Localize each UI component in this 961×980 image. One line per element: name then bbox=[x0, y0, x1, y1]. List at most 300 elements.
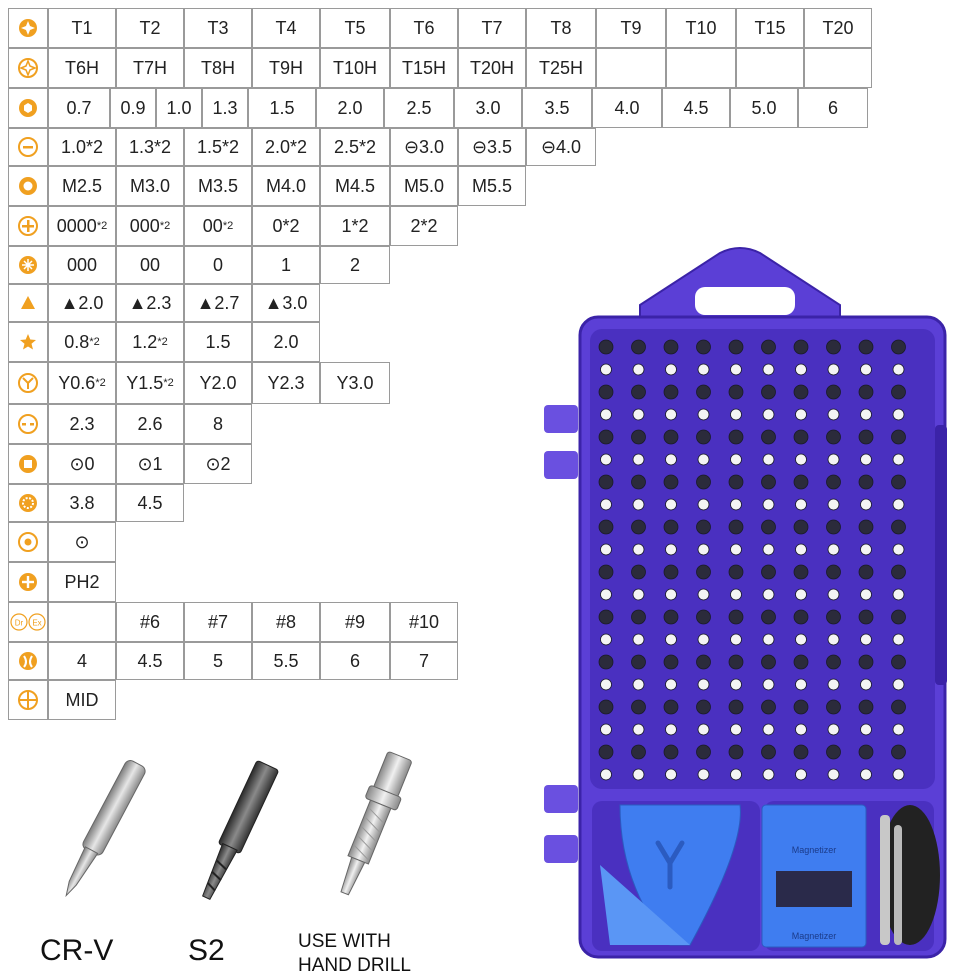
bit bbox=[632, 745, 646, 759]
bit bbox=[762, 700, 776, 714]
table-cell: Y2.3 bbox=[252, 362, 320, 404]
bit bbox=[599, 565, 613, 579]
bit bbox=[796, 499, 807, 510]
triangle-icon bbox=[8, 284, 48, 322]
bit bbox=[664, 745, 678, 759]
bit bbox=[632, 700, 646, 714]
bit bbox=[861, 544, 872, 555]
bit bbox=[892, 340, 906, 354]
table-cell: 2.5*2 bbox=[320, 128, 390, 166]
bit bbox=[827, 475, 841, 489]
bit bbox=[664, 430, 678, 444]
mid-icon bbox=[8, 680, 48, 720]
bit bbox=[893, 454, 904, 465]
bit bbox=[698, 454, 709, 465]
bit bbox=[794, 340, 808, 354]
table-cell: 0000 *2 bbox=[48, 206, 116, 246]
bit bbox=[861, 409, 872, 420]
table-cell: M2.5 bbox=[48, 166, 116, 206]
table-cell bbox=[596, 48, 666, 88]
table-cell: 1 bbox=[252, 246, 320, 284]
table-cell: ⊖3.0 bbox=[390, 128, 458, 166]
bit bbox=[893, 364, 904, 375]
bit bbox=[601, 769, 612, 780]
bit bbox=[729, 700, 743, 714]
table-cell: 1.3*2 bbox=[116, 128, 184, 166]
bit bbox=[762, 565, 776, 579]
table-cell: 0.7 bbox=[48, 88, 110, 128]
bit bbox=[664, 700, 678, 714]
bit bbox=[796, 409, 807, 420]
bit bbox=[892, 430, 906, 444]
bit bbox=[763, 769, 774, 780]
bit bbox=[599, 340, 613, 354]
bit bbox=[763, 634, 774, 645]
bit bbox=[632, 610, 646, 624]
table-cell: 2.5 bbox=[384, 88, 454, 128]
bit bbox=[729, 745, 743, 759]
bit bbox=[729, 430, 743, 444]
bit bbox=[828, 679, 839, 690]
table-cell: ⊙0 bbox=[48, 444, 116, 484]
table-cell: T2 bbox=[116, 8, 184, 48]
bit bbox=[731, 544, 742, 555]
table-cell: T25H bbox=[526, 48, 596, 88]
bit bbox=[664, 565, 678, 579]
table-cell: T10H bbox=[320, 48, 390, 88]
bit bbox=[601, 454, 612, 465]
bit bbox=[666, 724, 677, 735]
bit bbox=[599, 610, 613, 624]
bit bbox=[697, 610, 711, 624]
bit bbox=[859, 565, 873, 579]
magnetizer-text-2: Magnetizer bbox=[791, 931, 837, 941]
table-cell bbox=[736, 48, 804, 88]
bit bbox=[763, 724, 774, 735]
torx-hole-icon bbox=[8, 48, 48, 88]
table-cell: M3.0 bbox=[116, 166, 184, 206]
bit bbox=[794, 565, 808, 579]
table-cell: 000 *2 bbox=[116, 206, 184, 246]
bit bbox=[633, 589, 644, 600]
bit bbox=[762, 655, 776, 669]
table-cell: 00 *2 bbox=[184, 206, 252, 246]
bit bbox=[796, 724, 807, 735]
s2-label: S2 bbox=[188, 934, 225, 967]
bit bbox=[828, 364, 839, 375]
bit bbox=[794, 700, 808, 714]
bit bbox=[763, 409, 774, 420]
bit bbox=[893, 679, 904, 690]
table-cell: T6H bbox=[48, 48, 116, 88]
table-cell: 1.5 bbox=[248, 88, 316, 128]
table-cell: 1.0*2 bbox=[48, 128, 116, 166]
bit bbox=[892, 520, 906, 534]
bit bbox=[763, 499, 774, 510]
table-cell: 4 bbox=[48, 642, 116, 680]
bit bbox=[633, 544, 644, 555]
table-cell: 0.8 *2 bbox=[48, 322, 116, 362]
table-cell: #10 bbox=[390, 602, 458, 642]
table-cell: T7H bbox=[116, 48, 184, 88]
bit bbox=[827, 430, 841, 444]
bit bbox=[859, 700, 873, 714]
bit bbox=[601, 364, 612, 375]
bit bbox=[859, 340, 873, 354]
bit bbox=[892, 610, 906, 624]
svg-text:Ex: Ex bbox=[32, 618, 42, 628]
table-cell: #7 bbox=[184, 602, 252, 642]
table-cell: 2.0 bbox=[252, 322, 320, 362]
bit bbox=[698, 634, 709, 645]
table-cell: T6 bbox=[390, 8, 458, 48]
table-cell: M3.5 bbox=[184, 166, 252, 206]
bit bbox=[729, 655, 743, 669]
bit bbox=[859, 430, 873, 444]
phillips-icon bbox=[8, 206, 48, 246]
bit bbox=[729, 475, 743, 489]
table-cell: M4.0 bbox=[252, 166, 320, 206]
table-cell: ⊙ bbox=[48, 522, 116, 562]
table-cell: 2.3 bbox=[48, 404, 116, 444]
bit bbox=[632, 430, 646, 444]
bit bbox=[794, 610, 808, 624]
gear-icon bbox=[8, 484, 48, 522]
table-cell: M4.5 bbox=[320, 166, 390, 206]
bit bbox=[632, 520, 646, 534]
table-cell: 2.6 bbox=[116, 404, 184, 444]
magnetizer-text: Magnetizer bbox=[791, 845, 837, 855]
table-cell: T3 bbox=[184, 8, 252, 48]
bit bbox=[794, 745, 808, 759]
bit bbox=[794, 475, 808, 489]
pozi-icon bbox=[8, 246, 48, 284]
square-icon bbox=[8, 444, 48, 484]
bit bbox=[762, 475, 776, 489]
table-cell: PH2 bbox=[48, 562, 116, 602]
bit bbox=[664, 520, 678, 534]
bit bbox=[763, 589, 774, 600]
svg-text:Dr: Dr bbox=[14, 618, 24, 628]
table-cell: ▲2.0 bbox=[48, 284, 116, 322]
bit bbox=[892, 655, 906, 669]
table-cell: 00 bbox=[116, 246, 184, 284]
bit bbox=[828, 634, 839, 645]
table-cell: 2.0 bbox=[316, 88, 384, 128]
table-cell: ⊖3.5 bbox=[458, 128, 526, 166]
bit bbox=[632, 565, 646, 579]
bit bbox=[698, 544, 709, 555]
bit bbox=[828, 589, 839, 600]
bit bbox=[893, 409, 904, 420]
bit bbox=[762, 430, 776, 444]
table-cell: Y1.5 *2 bbox=[116, 362, 184, 404]
bit bbox=[666, 544, 677, 555]
bit bbox=[859, 745, 873, 759]
bit bbox=[698, 589, 709, 600]
bit bbox=[861, 724, 872, 735]
bit bbox=[861, 589, 872, 600]
bit bbox=[599, 475, 613, 489]
bit bbox=[796, 364, 807, 375]
bit bbox=[893, 589, 904, 600]
bit bbox=[828, 769, 839, 780]
table-cell: T8 bbox=[526, 8, 596, 48]
bit bbox=[698, 679, 709, 690]
bit bbox=[731, 769, 742, 780]
bit bbox=[893, 724, 904, 735]
bit bbox=[859, 475, 873, 489]
bit bbox=[599, 430, 613, 444]
bit bbox=[893, 544, 904, 555]
bit bbox=[827, 700, 841, 714]
bit bbox=[697, 655, 711, 669]
bit bbox=[698, 724, 709, 735]
bit bbox=[599, 655, 613, 669]
bit bbox=[698, 499, 709, 510]
table-cell: 4.5 bbox=[662, 88, 730, 128]
bit bbox=[632, 655, 646, 669]
hex-icon bbox=[8, 88, 48, 128]
bit bbox=[828, 499, 839, 510]
bit bbox=[794, 385, 808, 399]
table-cell: 2*2 bbox=[390, 206, 458, 246]
star-icon bbox=[8, 322, 48, 362]
table-cell: 3.5 bbox=[522, 88, 592, 128]
bit bbox=[892, 565, 906, 579]
table-cell: 8 bbox=[184, 404, 252, 444]
bit bbox=[729, 385, 743, 399]
bit bbox=[731, 589, 742, 600]
bit bbox=[664, 610, 678, 624]
table-cell: MID bbox=[48, 680, 116, 720]
bit bbox=[827, 565, 841, 579]
bit bbox=[861, 499, 872, 510]
table-cell: 0 bbox=[184, 246, 252, 284]
bit bbox=[796, 544, 807, 555]
bit bbox=[697, 745, 711, 759]
bit bbox=[664, 655, 678, 669]
table-cell: T20H bbox=[458, 48, 526, 88]
bit bbox=[861, 364, 872, 375]
bit bbox=[666, 769, 677, 780]
bit bbox=[827, 340, 841, 354]
bit bbox=[892, 745, 906, 759]
table-cell: Y0.6 *2 bbox=[48, 362, 116, 404]
table-cell: 1.5 bbox=[184, 322, 252, 362]
bit bbox=[731, 499, 742, 510]
bit bbox=[729, 565, 743, 579]
bit bbox=[762, 745, 776, 759]
bit bbox=[861, 454, 872, 465]
bit bbox=[697, 385, 711, 399]
bit bbox=[892, 700, 906, 714]
spanner-icon bbox=[8, 404, 48, 444]
bit bbox=[664, 385, 678, 399]
bit bbox=[666, 679, 677, 690]
bit bbox=[601, 499, 612, 510]
bit bbox=[828, 724, 839, 735]
bit bbox=[796, 634, 807, 645]
table-cell: 2.0*2 bbox=[252, 128, 320, 166]
table-cell: 0*2 bbox=[252, 206, 320, 246]
bit bbox=[763, 679, 774, 690]
table-cell: 4.5 bbox=[116, 642, 184, 680]
bit bbox=[633, 679, 644, 690]
drill-ext-icon bbox=[8, 602, 48, 642]
bit bbox=[698, 409, 709, 420]
bit bbox=[666, 454, 677, 465]
bit bbox=[601, 544, 612, 555]
table-cell: T15 bbox=[736, 8, 804, 48]
table-cell: 4.0 bbox=[592, 88, 662, 128]
table-cell: 0.9 bbox=[110, 88, 156, 128]
table-cell: Y3.0 bbox=[320, 362, 390, 404]
bit bbox=[796, 679, 807, 690]
bit bbox=[762, 385, 776, 399]
table-cell: T5 bbox=[320, 8, 390, 48]
table-cell: ▲2.3 bbox=[116, 284, 184, 322]
bit bbox=[861, 679, 872, 690]
table-cell bbox=[48, 602, 116, 642]
bit bbox=[828, 409, 839, 420]
bit bbox=[698, 364, 709, 375]
bit bbox=[697, 430, 711, 444]
table-cell: Y2.0 bbox=[184, 362, 252, 404]
table-cell: 1.5*2 bbox=[184, 128, 252, 166]
drill-label: USE WITH HAND DRILL bbox=[298, 931, 411, 976]
crv-label: CR-V bbox=[40, 934, 114, 967]
bit-case bbox=[540, 245, 950, 965]
dot-icon bbox=[8, 522, 48, 562]
table-cell: 1*2 bbox=[320, 206, 390, 246]
bit bbox=[664, 340, 678, 354]
bit bbox=[828, 454, 839, 465]
bit bbox=[633, 409, 644, 420]
table-cell: 1.0 bbox=[156, 88, 202, 128]
extractor-icon bbox=[8, 642, 48, 680]
table-cell: ⊙1 bbox=[116, 444, 184, 484]
bit bbox=[763, 454, 774, 465]
bit bbox=[762, 340, 776, 354]
bit bbox=[599, 520, 613, 534]
bit bbox=[763, 544, 774, 555]
bit bbox=[666, 634, 677, 645]
bit bbox=[828, 544, 839, 555]
bit bbox=[731, 679, 742, 690]
table-cell: T1 bbox=[48, 8, 116, 48]
bit bbox=[729, 610, 743, 624]
table-cell: T15H bbox=[390, 48, 458, 88]
tri-wing-icon bbox=[8, 362, 48, 404]
bit bbox=[859, 385, 873, 399]
bit bbox=[633, 364, 644, 375]
bit bbox=[601, 724, 612, 735]
bit bbox=[666, 589, 677, 600]
bit bbox=[892, 475, 906, 489]
bit bbox=[861, 769, 872, 780]
bit bbox=[633, 499, 644, 510]
bit bbox=[731, 724, 742, 735]
bit bbox=[827, 655, 841, 669]
bit bbox=[763, 364, 774, 375]
bit bbox=[633, 724, 644, 735]
table-cell: #6 bbox=[116, 602, 184, 642]
bit bbox=[893, 634, 904, 645]
bit bbox=[794, 520, 808, 534]
bit bbox=[666, 499, 677, 510]
bit bbox=[892, 385, 906, 399]
table-cell: 4.5 bbox=[116, 484, 184, 522]
bit bbox=[859, 610, 873, 624]
bit bbox=[601, 634, 612, 645]
bit bbox=[666, 364, 677, 375]
table-cell: 000 bbox=[48, 246, 116, 284]
table-cell: 6 bbox=[320, 642, 390, 680]
table-cell: 3.0 bbox=[454, 88, 522, 128]
s2-bit-icon bbox=[175, 756, 295, 916]
table-cell: M5.0 bbox=[390, 166, 458, 206]
table-cell: ⊖4.0 bbox=[526, 128, 596, 166]
bit bbox=[632, 475, 646, 489]
table-cell: T9H bbox=[252, 48, 320, 88]
bit bbox=[731, 634, 742, 645]
table-cell bbox=[666, 48, 736, 88]
bit bbox=[861, 634, 872, 645]
bit bbox=[599, 385, 613, 399]
bit bbox=[633, 634, 644, 645]
bit bbox=[893, 499, 904, 510]
bit bbox=[729, 520, 743, 534]
torx-icon bbox=[8, 8, 48, 48]
bit bbox=[859, 520, 873, 534]
table-cell: 2 bbox=[320, 246, 390, 284]
bit bbox=[601, 409, 612, 420]
drill-adapter-icon bbox=[310, 748, 430, 908]
bit bbox=[632, 340, 646, 354]
bit bbox=[827, 385, 841, 399]
bit bbox=[859, 655, 873, 669]
bit bbox=[697, 700, 711, 714]
bit bbox=[698, 769, 709, 780]
bit bbox=[697, 475, 711, 489]
table-cell: #9 bbox=[320, 602, 390, 642]
bit bbox=[601, 589, 612, 600]
table-cell: ▲3.0 bbox=[252, 284, 320, 322]
table-cell: 1.3 bbox=[202, 88, 248, 128]
bit bbox=[697, 340, 711, 354]
bit bbox=[633, 769, 644, 780]
table-cell: 6 bbox=[798, 88, 868, 128]
bit bbox=[731, 454, 742, 465]
ph-icon bbox=[8, 562, 48, 602]
bit bbox=[827, 520, 841, 534]
socket-icon bbox=[8, 166, 48, 206]
bit bbox=[731, 364, 742, 375]
table-cell: 7 bbox=[390, 642, 458, 680]
bit bbox=[664, 475, 678, 489]
table-cell: ⊙2 bbox=[184, 444, 252, 484]
bit bbox=[827, 610, 841, 624]
bit bbox=[794, 430, 808, 444]
bit bbox=[796, 454, 807, 465]
bit bbox=[794, 655, 808, 669]
bit bbox=[762, 520, 776, 534]
table-cell: M5.5 bbox=[458, 166, 526, 206]
table-cell: 5.0 bbox=[730, 88, 798, 128]
table-cell: T10 bbox=[666, 8, 736, 48]
table-cell: T7 bbox=[458, 8, 526, 48]
